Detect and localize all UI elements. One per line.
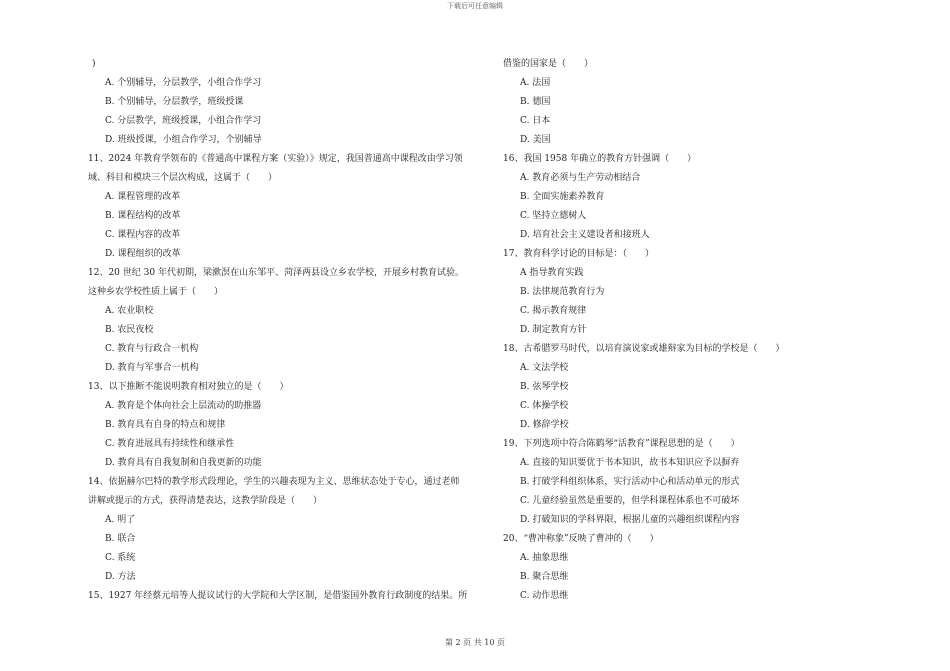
option-line: A. 直接的知识要优于书本知识，故书本知识应予以摒弃	[520, 458, 740, 468]
question-line: 域、科目和模块三个层次构成，这属于（ ）	[88, 173, 278, 183]
question-line: 讲解或提示的方式，获得清楚表达，这教学阶段是（ ）	[88, 496, 323, 506]
question-line: 15、1927 年经蔡元培等人提议试行的大学院和大学区制，是借鉴国外教育行政制度的结果。所	[88, 591, 468, 601]
option-line: C. 揭示教育规律	[520, 306, 587, 316]
question-line: 18、古希腊罗马时代，以培育演说家或雄辩家为目标的学校是（ ）	[503, 344, 785, 354]
option-line: D. 班级授课，小组合作学习，个别辅导	[105, 135, 262, 145]
option-line: D. 方法	[105, 572, 136, 582]
option-line: D. 教育具有自我复制和自我更新的功能	[105, 458, 262, 468]
option-line: C. 日本	[520, 116, 551, 126]
option-line: C. 课程内容的改革	[105, 230, 181, 240]
option-line: D. 修辞学校	[520, 420, 569, 430]
option-line: C. 分层教学，班级授课，小组合作学习	[105, 116, 262, 126]
option-line: D. 课程组织的改革	[105, 249, 181, 259]
option-line: C. 儿童经验虽然是重要的，但学科课程体系也不可破坏	[520, 496, 740, 506]
option-line: B. 个别辅导，分层教学，班级授课	[105, 97, 244, 107]
option-line: C. 系统	[105, 553, 136, 563]
page-footer: 第 2 页 共 10 页	[445, 638, 505, 647]
option-line: B. 课程结构的改革	[105, 211, 181, 221]
option-line: B. 教育具有自身的特点和规律	[105, 420, 226, 430]
question-line: 16、我国 1958 年确立的教育方针强调（ ）	[503, 154, 697, 164]
option-line: A. 教育必须与生产劳动相结合	[520, 173, 641, 183]
question-line: 13、以下推断不能说明教育相对独立的是（ ）	[88, 382, 289, 392]
option-line: C. 教育进展具有持续性和继承性	[105, 439, 235, 449]
option-line: A 指导教育实践	[520, 268, 584, 278]
question-line: 14、依据赫尔巴特的教学形式段理论，学生的兴趣表现为主义、思维状态处于专心，通过老师	[88, 477, 460, 487]
option-line: C. 坚持立德树人	[520, 211, 587, 221]
option-line: D. 制定教育方针	[520, 325, 587, 335]
option-line: B. 弦琴学校	[520, 382, 569, 392]
option-line: A. 抽象思维	[520, 553, 569, 563]
option-line: D. 教育与军事合一机构	[105, 363, 199, 373]
question-line: 17、教育科学讨论的目标是：（ ）	[503, 249, 654, 259]
question-line: )	[92, 59, 96, 69]
option-line: A. 个别辅导，分层教学，小组合作学习	[105, 78, 262, 88]
option-line: B. 全面实施素养教育	[520, 192, 605, 202]
option-line: B. 德国	[520, 97, 551, 107]
option-line: B. 农民夜校	[105, 325, 154, 335]
option-line: A. 文法学校	[520, 363, 569, 373]
question-line: 借鉴的国家是（ ）	[503, 59, 594, 69]
option-line: C. 动作思维	[520, 591, 569, 601]
option-line: C. 体操学校	[520, 401, 569, 411]
option-line: A. 课程管理的改革	[105, 192, 181, 202]
option-line: B. 法律规范教育行为	[520, 287, 605, 297]
option-line: A. 教育是个体向社会上层流动的助推器	[105, 401, 262, 411]
question-line: 19、下列选项中符合陈鹤琴“活教育”课程思想的是（ ）	[503, 439, 740, 449]
option-line: C. 教育与行政合一机构	[105, 344, 199, 354]
option-line: D. 培育社会主义建设者和接班人	[520, 230, 650, 240]
option-line: B. 打破学科组织体系，实行活动中心和活动单元的形式	[520, 477, 740, 487]
question-line: 12、20 世纪 30 年代初期，梁漱溟在山东邹平、菏泽两县设立乡农学校，开展乡村教育试验。	[88, 268, 464, 278]
option-line: D. 美国	[520, 135, 551, 145]
page-header: 下载后可任意编辑	[447, 2, 503, 10]
option-line: A. 明了	[105, 515, 136, 525]
option-line: B. 联合	[105, 534, 136, 544]
option-line: A. 农业职校	[105, 306, 154, 316]
option-line: D. 打破知识的学科界限，根据儿童的兴趣组织课程内容	[520, 515, 740, 525]
option-line: B. 聚合思维	[520, 572, 569, 582]
question-line: 20、“曹冲称象”反映了曹冲的（ ）	[503, 534, 659, 544]
question-line: 11、2024 年教育学领布的《普通高中课程方案（实验）》规定，我国普通高中课程改由学习领	[88, 154, 463, 164]
question-line: 这种乡农学校性质上属于（ ）	[88, 287, 224, 297]
option-line: A. 法国	[520, 78, 551, 88]
